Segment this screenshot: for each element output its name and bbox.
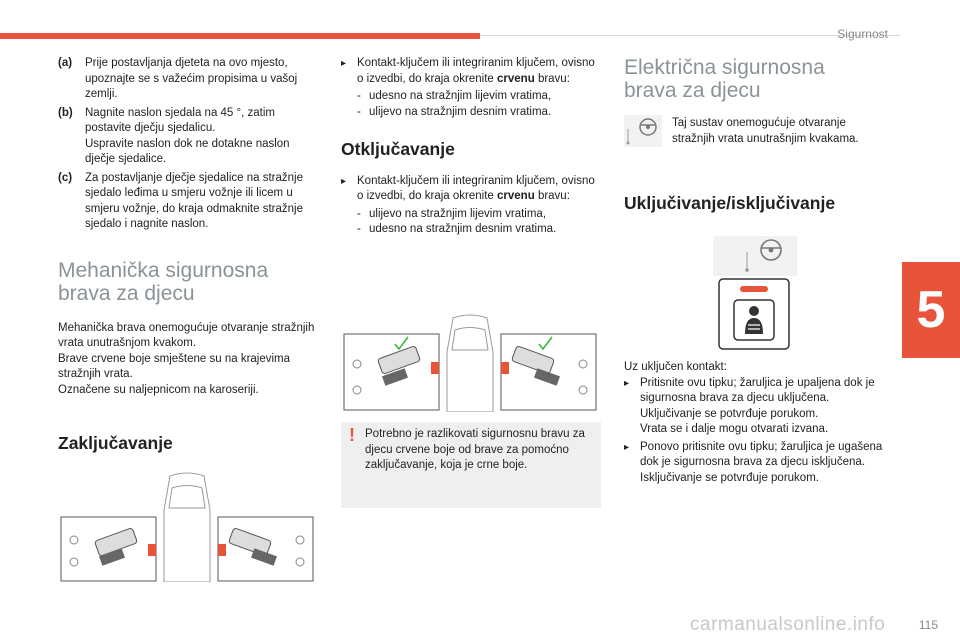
step-c: [58, 171, 320, 233]
car-top-view-illustration: [164, 473, 210, 582]
bullet-text: Ponovo pritisnite ovu tipku; žaruljica je ugašena dok je sigurnosna brava za djecu isključena. Isključivanje se potvrđuje porukom.: [640, 440, 883, 484]
door-lock-detail-left: [344, 334, 439, 410]
bullet-arrow-icon: ▸: [624, 441, 630, 453]
elec-text: Taj sustav onemogućuje otvaranje stražnjih vrata unutrašnjim kvakama.: [672, 117, 859, 145]
step-text: Uspravite naslon dok ne dotakne naslon dječje sjedalice.: [85, 137, 290, 165]
onoff-bullet-2: [624, 440, 886, 487]
lock-instruction: [341, 56, 603, 87]
list-item: - udesno na stražnjim lijevim vratima,: [357, 90, 552, 102]
child-lock-button-icon: [718, 278, 790, 350]
bullet-arrow-icon: ▸: [624, 377, 630, 389]
step-marker: (b): [58, 106, 73, 119]
mech-text: [58, 321, 320, 399]
heading-line: brava za djecu: [624, 79, 761, 102]
list-item: - ulijevo na stražnjim lijevim vratima,: [357, 207, 547, 220]
warning-box: [341, 422, 601, 508]
step-marker: (a): [58, 57, 73, 69]
unlocking-diagram: [343, 312, 597, 412]
instruction-text: bravu:: [537, 190, 570, 202]
steering-wheel-icon: [624, 115, 662, 147]
mech-heading: [58, 259, 320, 305]
bullet-text: Vrata se i dalje mogu otvarati izvana.: [640, 423, 829, 435]
instruction-text: bravu:: [537, 72, 570, 85]
bullet-text: Pritisnite ovu tipku; žaruljica je upaljena dok je sigurnosna brava za djecu uključena.: [640, 376, 875, 404]
list-item: - udesno na stražnjim desnim vratima.: [357, 223, 557, 235]
heading-line: Električna sigurnosna: [624, 56, 825, 79]
paragraph: Mehanička brava onemogućuje otvaranje stražnjih vrata unutrašnjom kvakom.: [58, 321, 315, 349]
step-b: [58, 106, 320, 168]
step-marker: (c): [58, 171, 73, 184]
step-text: Nagnite naslon sjedala na 45 °, zatim postavite dječju sjedalicu.: [85, 106, 275, 134]
instruction-emphasis: crvenu: [497, 72, 535, 85]
bullet-text: Uključivanje se potvrđuje porukom.: [640, 407, 819, 420]
bullet-arrow-icon: ▸: [341, 175, 347, 187]
onoff-bullet-1: [624, 376, 886, 438]
onoff-heading: [624, 193, 886, 213]
onoff-text: [624, 360, 886, 488]
intro-text: Uz uključen kontakt:: [624, 361, 727, 373]
instruction-text: Kontakt-ključem ili integriranim ključem, ovisno o izvedbi, do kraja okrenite: [357, 57, 595, 85]
heading-text: Uključivanje/isključivanje: [624, 193, 836, 213]
column-2: [341, 56, 603, 238]
list-item: - ulijevo na stražnjim desnim vratima.: [357, 105, 552, 118]
unlock-dash-list: [357, 207, 603, 238]
door-lock-detail-right: [501, 334, 596, 410]
chapter-tab: 5: [902, 262, 960, 358]
paragraph: Brave crvene boje smještene su na krajevima stražnjih vrata.: [58, 352, 291, 380]
unlock-heading: Otključavanje: [341, 139, 455, 159]
step-text: Za postavljanje dječje sjedalice na stražnje sjedalo leđima u smjeru vožnje ili licem u smjeru vožnje, do kraja odmaknite stražnje sjedalo i nagnite naslon.: [85, 171, 303, 230]
unlock-instruction: [341, 174, 603, 205]
page-number: 115: [918, 618, 938, 632]
instruction-text: Kontakt-ključem ili integriranim ključem, ovisno o izvedbi, do kraja okrenite: [357, 174, 595, 202]
step-a: [58, 56, 320, 103]
chapter-title: Sigurnost: [837, 27, 888, 41]
door-lock-detail-right: [218, 517, 313, 581]
paragraph: Označene su naljepnicom na karoseriji.: [58, 383, 259, 396]
instruction-emphasis: crvenu: [497, 190, 535, 202]
heading-line: brava za djecu: [58, 281, 195, 305]
locking-diagram: [60, 470, 314, 582]
watermark: carmanualsonline.info: [690, 614, 886, 635]
door-lock-detail-left: [61, 517, 156, 581]
heading-line: Mehanička sigurnosna: [58, 258, 269, 282]
warning-text: Potrebno je razlikovati sigurnosnu bravu za djecu crvene boje od brave za pomoćno zaključavanje, koja je crne boje.: [365, 428, 585, 471]
bullet-arrow-icon: ▸: [341, 58, 347, 69]
step-text: Prije postavljanja djeteta na ovo mjesto, upoznajte se s važećim propisima u vašoj zemlji.: [85, 57, 298, 100]
dashboard-steering-illustration: [713, 236, 797, 276]
header-accent-bar: [0, 33, 480, 39]
elec-heading: [624, 56, 886, 102]
lock-heading: Zaključavanje: [58, 433, 173, 453]
elec-info: [624, 115, 886, 147]
column-3: [624, 56, 886, 102]
warning-icon: !: [349, 425, 355, 445]
column-1: [58, 56, 320, 452]
car-top-view-illustration: [447, 315, 493, 412]
lock-dash-list: [357, 89, 603, 120]
